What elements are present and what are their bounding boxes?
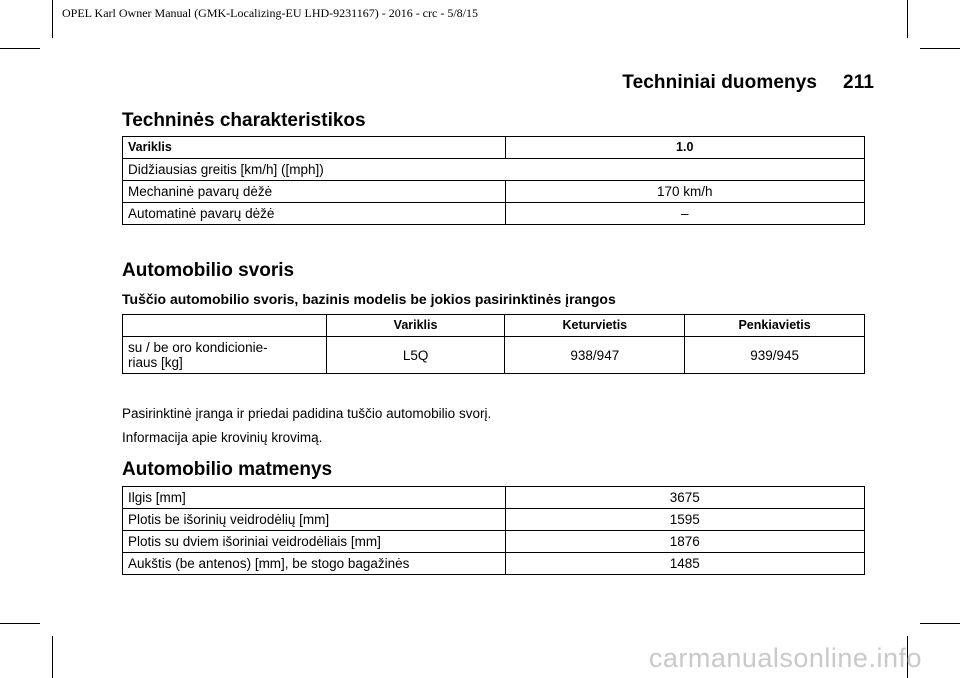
table-row [123, 531, 865, 553]
table-row [123, 203, 865, 225]
table-cell: Automatinė pavarų dėžė [123, 203, 506, 225]
table-cell: Mechaninė pavarų dėžė [123, 181, 506, 203]
table-row [123, 487, 865, 509]
table-cell: 1876 [505, 531, 864, 553]
table-cell: 3675 [505, 487, 864, 509]
table-header-cell: Keturvietis [505, 315, 685, 337]
table-cell: 938/947 [505, 337, 685, 374]
weight-table [122, 314, 865, 374]
crop-mark [0, 623, 40, 624]
section-title-dims: Automobilio matmenys [122, 459, 333, 480]
table-row [123, 337, 865, 374]
table-cell: L5Q [326, 337, 505, 374]
running-head [622, 72, 874, 94]
table-cell: su / be oro kondicionie- riaus [kg] [123, 337, 327, 374]
table-cell: – [505, 203, 865, 225]
table-row [123, 509, 865, 531]
crop-mark [52, 0, 53, 38]
table-header-cell: 1.0 [505, 137, 865, 159]
table-cell: 170 km/h [505, 181, 865, 203]
watermark: carmanualsonline.info [648, 643, 922, 673]
crop-mark [920, 623, 960, 624]
table-cell: Aukštis (be antenos) [mm], be stogo bagažinės [123, 553, 506, 575]
table-header-row [123, 137, 865, 159]
table-cell: 1485 [505, 553, 864, 575]
note-loading-info: Informacija apie krovinių krovimą. [122, 430, 323, 445]
running-head-title: Techniniai duomenys [622, 72, 818, 93]
crop-mark [920, 48, 960, 49]
tech-table [122, 136, 865, 225]
table-cell: Ilgis [mm] [123, 487, 506, 509]
table-header-cell [123, 315, 327, 337]
table-row [123, 159, 865, 181]
table-header-cell: Penkiavietis [685, 315, 865, 337]
note-optional-equipment: Pasirinktinė įranga ir priedai padidina tuščio automobilio svorį. [122, 406, 492, 421]
crop-mark [52, 636, 53, 678]
table-cell: 939/945 [685, 337, 865, 374]
table-row [123, 181, 865, 203]
table-cell: Plotis be išorinių veidrodėlių [mm] [123, 509, 506, 531]
section-title-tech: Techninės charakteristikos [122, 110, 366, 131]
dims-table [122, 486, 865, 575]
table-cell: 1595 [505, 509, 864, 531]
document-header: OPEL Karl Owner Manual (GMK-Localizing-EU LHD-9231167) - 2016 - crc - 5/8/15 [62, 6, 478, 20]
table-header-cell: Variklis [123, 137, 506, 159]
table-header-row [123, 315, 865, 337]
page-number: 211 [843, 72, 874, 93]
section-title-weight: Automobilio svoris [122, 260, 295, 281]
crop-mark [0, 48, 40, 49]
table-cell-span: Didžiausias greitis [km/h] ([mph]) [123, 159, 865, 181]
table-header-cell: Variklis [326, 315, 505, 337]
section-subtitle-weight: Tuščio automobilio svoris, bazinis modelis be jokios pasirinktinės įrangos [122, 291, 616, 307]
crop-mark [907, 0, 908, 38]
table-cell: Plotis su dviem išoriniai veidrodėliais [mm] [123, 531, 506, 553]
table-row [123, 553, 865, 575]
